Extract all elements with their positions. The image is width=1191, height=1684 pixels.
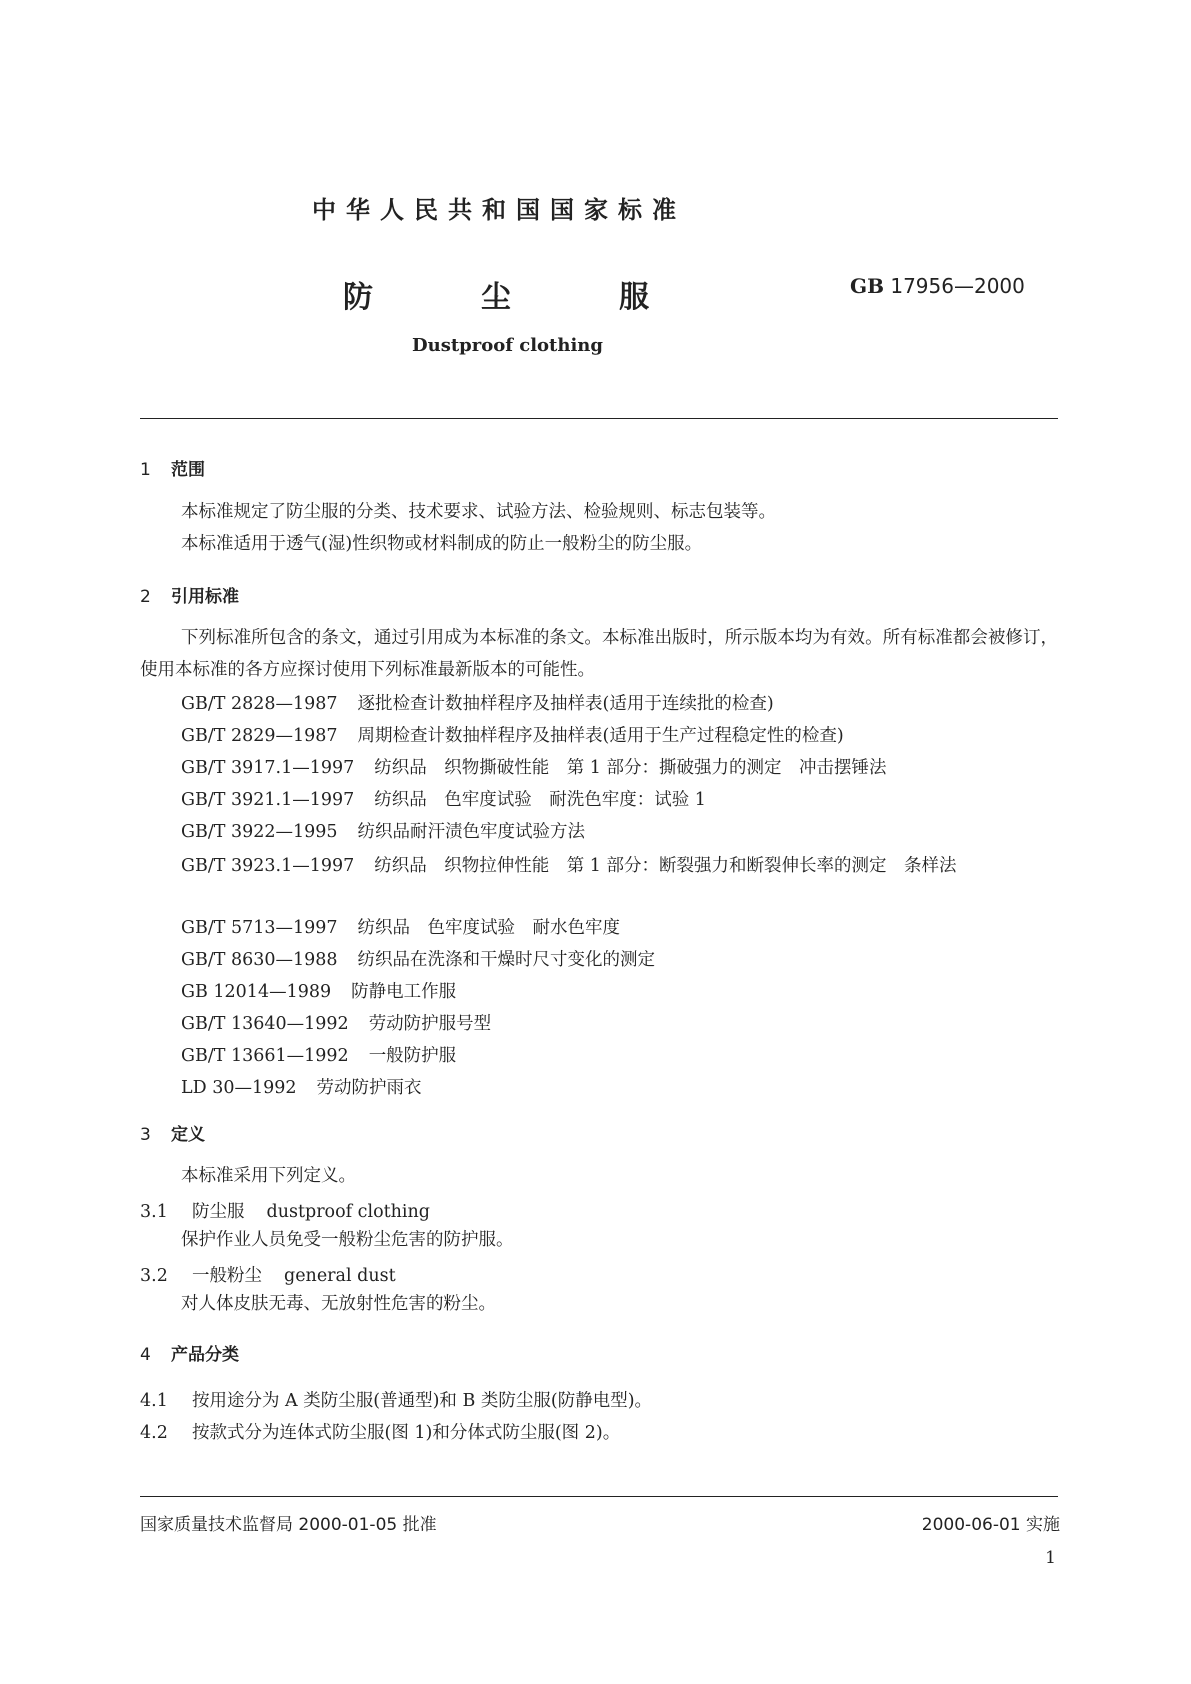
section-4-heading xyxy=(140,1340,239,1365)
definition-3-2 xyxy=(140,1262,396,1287)
definition-3-2-text: 对人体皮肤无毒、无放射性危害的粉尘。 xyxy=(181,1294,496,1314)
section-number: 4 xyxy=(140,1345,151,1365)
reference-title: 防静电工作服 xyxy=(351,982,457,1002)
section-number: 3 xyxy=(140,1125,151,1145)
reference-title: 纺织品耐汗渍色牢度试验方法 xyxy=(357,822,586,842)
reference-title: 纺织品 织物撕破性能 第 1 部分：撕破强力的测定 冲击摆锤法 xyxy=(374,758,887,778)
section-1-paragraph-1: 本标准规定了防尘服的分类、技术要求、试验方法、检验规则、标志包装等。 xyxy=(181,502,776,522)
implementation-date: 2000-06-01 实施 xyxy=(921,1515,1060,1535)
section-3-intro: 本标准采用下列定义。 xyxy=(181,1166,356,1186)
reference-item xyxy=(181,1042,456,1067)
clause-number: 3.1 xyxy=(140,1202,168,1222)
reference-code: GB/T 5713—1997 xyxy=(181,918,338,938)
reference-item xyxy=(181,914,620,939)
definition-term-english: dustproof clothing xyxy=(266,1202,430,1222)
reference-item xyxy=(181,754,887,779)
reference-code: GB 12014—1989 xyxy=(181,982,332,1002)
reference-item xyxy=(181,1010,491,1035)
reference-item xyxy=(181,978,456,1003)
definition-term: 防尘服 xyxy=(192,1202,245,1222)
reference-code: LD 30—1992 xyxy=(181,1078,297,1098)
gb-number: 17956—2000 xyxy=(890,274,1025,298)
title-char-3: 服 xyxy=(619,280,649,315)
section-number: 2 xyxy=(140,587,151,607)
section-title: 产品分类 xyxy=(171,1345,239,1365)
reference-item xyxy=(181,722,844,747)
reference-code: GB/T 3922—1995 xyxy=(181,822,338,842)
reference-item xyxy=(181,1074,422,1099)
reference-title: 一般防护服 xyxy=(368,1046,457,1066)
title-char-1: 防 xyxy=(343,280,373,315)
reference-code: GB/T 3921.1—1997 xyxy=(181,790,355,810)
reference-code: GB/T 2829—1987 xyxy=(181,726,338,746)
clause-4-2 xyxy=(140,1419,620,1444)
reference-code: GB/T 13661—1992 xyxy=(181,1046,349,1066)
clause-number: 4.2 xyxy=(140,1423,168,1443)
reference-title: 周期检查计数抽样程序及抽样表(适用于生产过程稳定性的检查) xyxy=(357,726,844,746)
clause-4-1 xyxy=(140,1387,652,1412)
reference-title: 劳动防护服号型 xyxy=(368,1014,492,1034)
reference-code: GB/T 2828—1987 xyxy=(181,694,338,714)
section-title: 引用标准 xyxy=(171,587,239,607)
reference-code: GB/T 3917.1—1997 xyxy=(181,758,355,778)
definition-term: 一般粉尘 xyxy=(192,1266,262,1286)
reference-item xyxy=(181,850,1058,882)
reference-item xyxy=(181,690,774,715)
title-char-2: 尘 xyxy=(481,280,511,315)
clause-text: 按用途分为 A 类防尘服(普通型)和 B 类防尘服(防静电型)。 xyxy=(192,1391,653,1411)
clause-number: 3.2 xyxy=(140,1266,168,1286)
section-2-heading xyxy=(140,582,239,607)
section-3-heading xyxy=(140,1120,205,1145)
section-title: 定义 xyxy=(171,1125,205,1145)
page-number: 1 xyxy=(1045,1548,1056,1568)
footer-rule xyxy=(140,1496,1058,1497)
section-1-heading xyxy=(140,455,205,480)
clause-text: 按款式分为连体式防尘服(图 1)和分体式防尘服(图 2)。 xyxy=(192,1423,621,1443)
country-standard-heading: 中华人民共和国国家标准 xyxy=(312,196,686,224)
reference-item xyxy=(181,818,585,843)
english-title: Dustproof clothing xyxy=(412,335,603,356)
reference-title: 纺织品 色牢度试验 耐水色牢度 xyxy=(357,918,621,938)
reference-item xyxy=(181,946,655,971)
definition-3-1-text: 保护作业人员免受一般粉尘危害的防护服。 xyxy=(181,1230,514,1250)
reference-code: GB/T 8630—1988 xyxy=(181,950,338,970)
reference-title: 逐批检查计数抽样程序及抽样表(适用于连续批的检查) xyxy=(357,694,774,714)
gb-prefix: GB xyxy=(850,274,884,298)
reference-title: 纺织品 色牢度试验 耐洗色牢度：试验 1 xyxy=(374,790,706,810)
section-title: 范围 xyxy=(171,460,205,480)
reference-title: 劳动防护雨衣 xyxy=(316,1078,422,1098)
clause-number: 4.1 xyxy=(140,1391,168,1411)
reference-item xyxy=(181,786,706,811)
reference-code: GB/T 3923.1—1997 xyxy=(181,856,355,876)
document-title xyxy=(343,272,757,316)
section-2-intro: 下列标准所包含的条文，通过引用成为本标准的条文。本标准出版时，所示版本均为有效。所有标准都会被修订，使用本标准的各方应探讨使用下列标准最新版本的可能性。 xyxy=(140,628,1058,680)
section-number: 1 xyxy=(140,460,151,480)
approval-date: 国家质量技术监督局 2000-01-05 批准 xyxy=(140,1515,437,1535)
reference-title: 纺织品 织物拉伸性能 第 1 部分：断裂强力和断裂伸长率的测定 条样法 xyxy=(374,856,957,876)
header-rule xyxy=(140,418,1058,419)
definition-term-english: general dust xyxy=(284,1266,396,1286)
section-1-paragraph-2: 本标准适用于透气(湿)性织物或材料制成的防止一般粉尘的防尘服。 xyxy=(181,534,703,554)
definition-3-1 xyxy=(140,1198,430,1223)
standard-code xyxy=(850,274,1025,298)
reference-code: GB/T 13640—1992 xyxy=(181,1014,349,1034)
reference-title: 纺织品在洗涤和干燥时尺寸变化的测定 xyxy=(357,950,656,970)
